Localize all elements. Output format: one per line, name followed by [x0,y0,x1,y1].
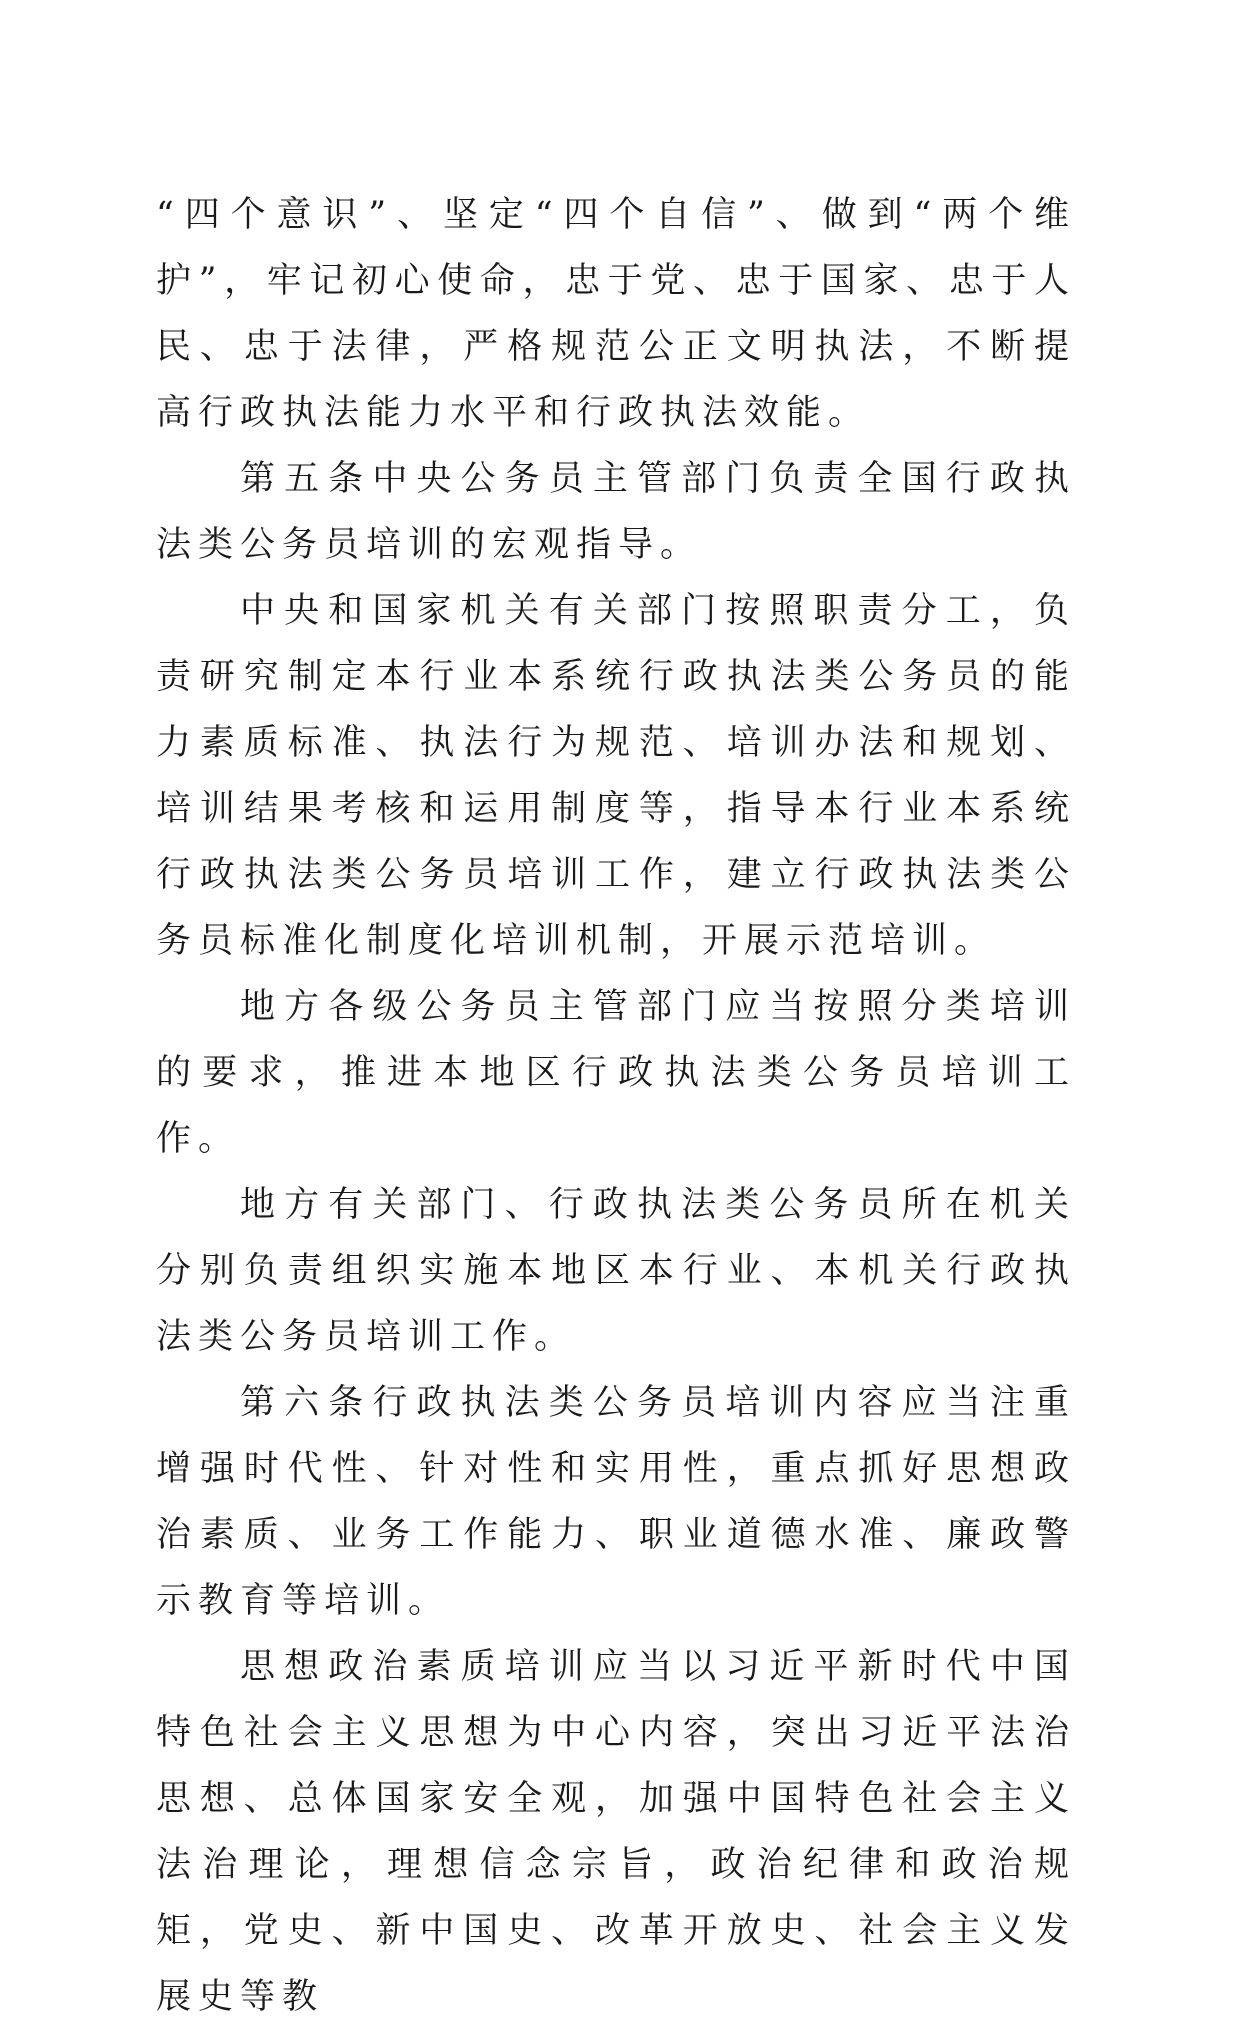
paragraph-local-departments: 地方有关部门、行政执法类公务员所在机关分别负责组织实施本地区本行业、本机关行政执法类公务员培训工作。 [156,1185,1076,1357]
paragraph-central-departments: 中央和国家机关有关部门按照职责分工，负责研究制定本行业本系统行政执法类公务员的能力素质标准、执法行为规范、培训办法和规划、培训结果考核和运用制度等，指导本行业本系统行政执法类公务员培训工作，建立行政执法类公务员标准化制度化培训机制，开展示范培训。 [156,591,1076,961]
paragraph-political-training: 思想政治素质培训应当以习近平新时代中国特色社会主义思想为中心内容，突出习近平法治思想、总体国家安全观，加强中国特色社会主义法治理论，理想信念宗旨，政治纪律和政治规矩，党史、新中国史、改革开放史、社会主义发展史等教 [156,1647,1076,2017]
document-body [156,182,1076,2030]
paragraph-article-5: 第五条中央公务员主管部门负责全国行政执法类公务员培训的宏观指导。 [156,459,1076,565]
paragraph-local-authorities: 地方各级公务员主管部门应当按照分类培训的要求，推进本地区行政执法类公务员培训工作。 [156,987,1076,1159]
paragraph-article-6: 第六条行政执法类公务员培训内容应当注重增强时代性、针对性和实用性，重点抓好思想政治素质、业务工作能力、职业道德水准、廉政警示教育等培训。 [156,1383,1076,1621]
paragraph-continuation: “四个意识”、坚定“四个自信”、做到“两个维护”，牢记初心使命，忠于党、忠于国家、忠于人民、忠于法律，严格规范公正文明执法，不断提高行政执法能力水平和行政执法效能。 [156,195,1076,433]
